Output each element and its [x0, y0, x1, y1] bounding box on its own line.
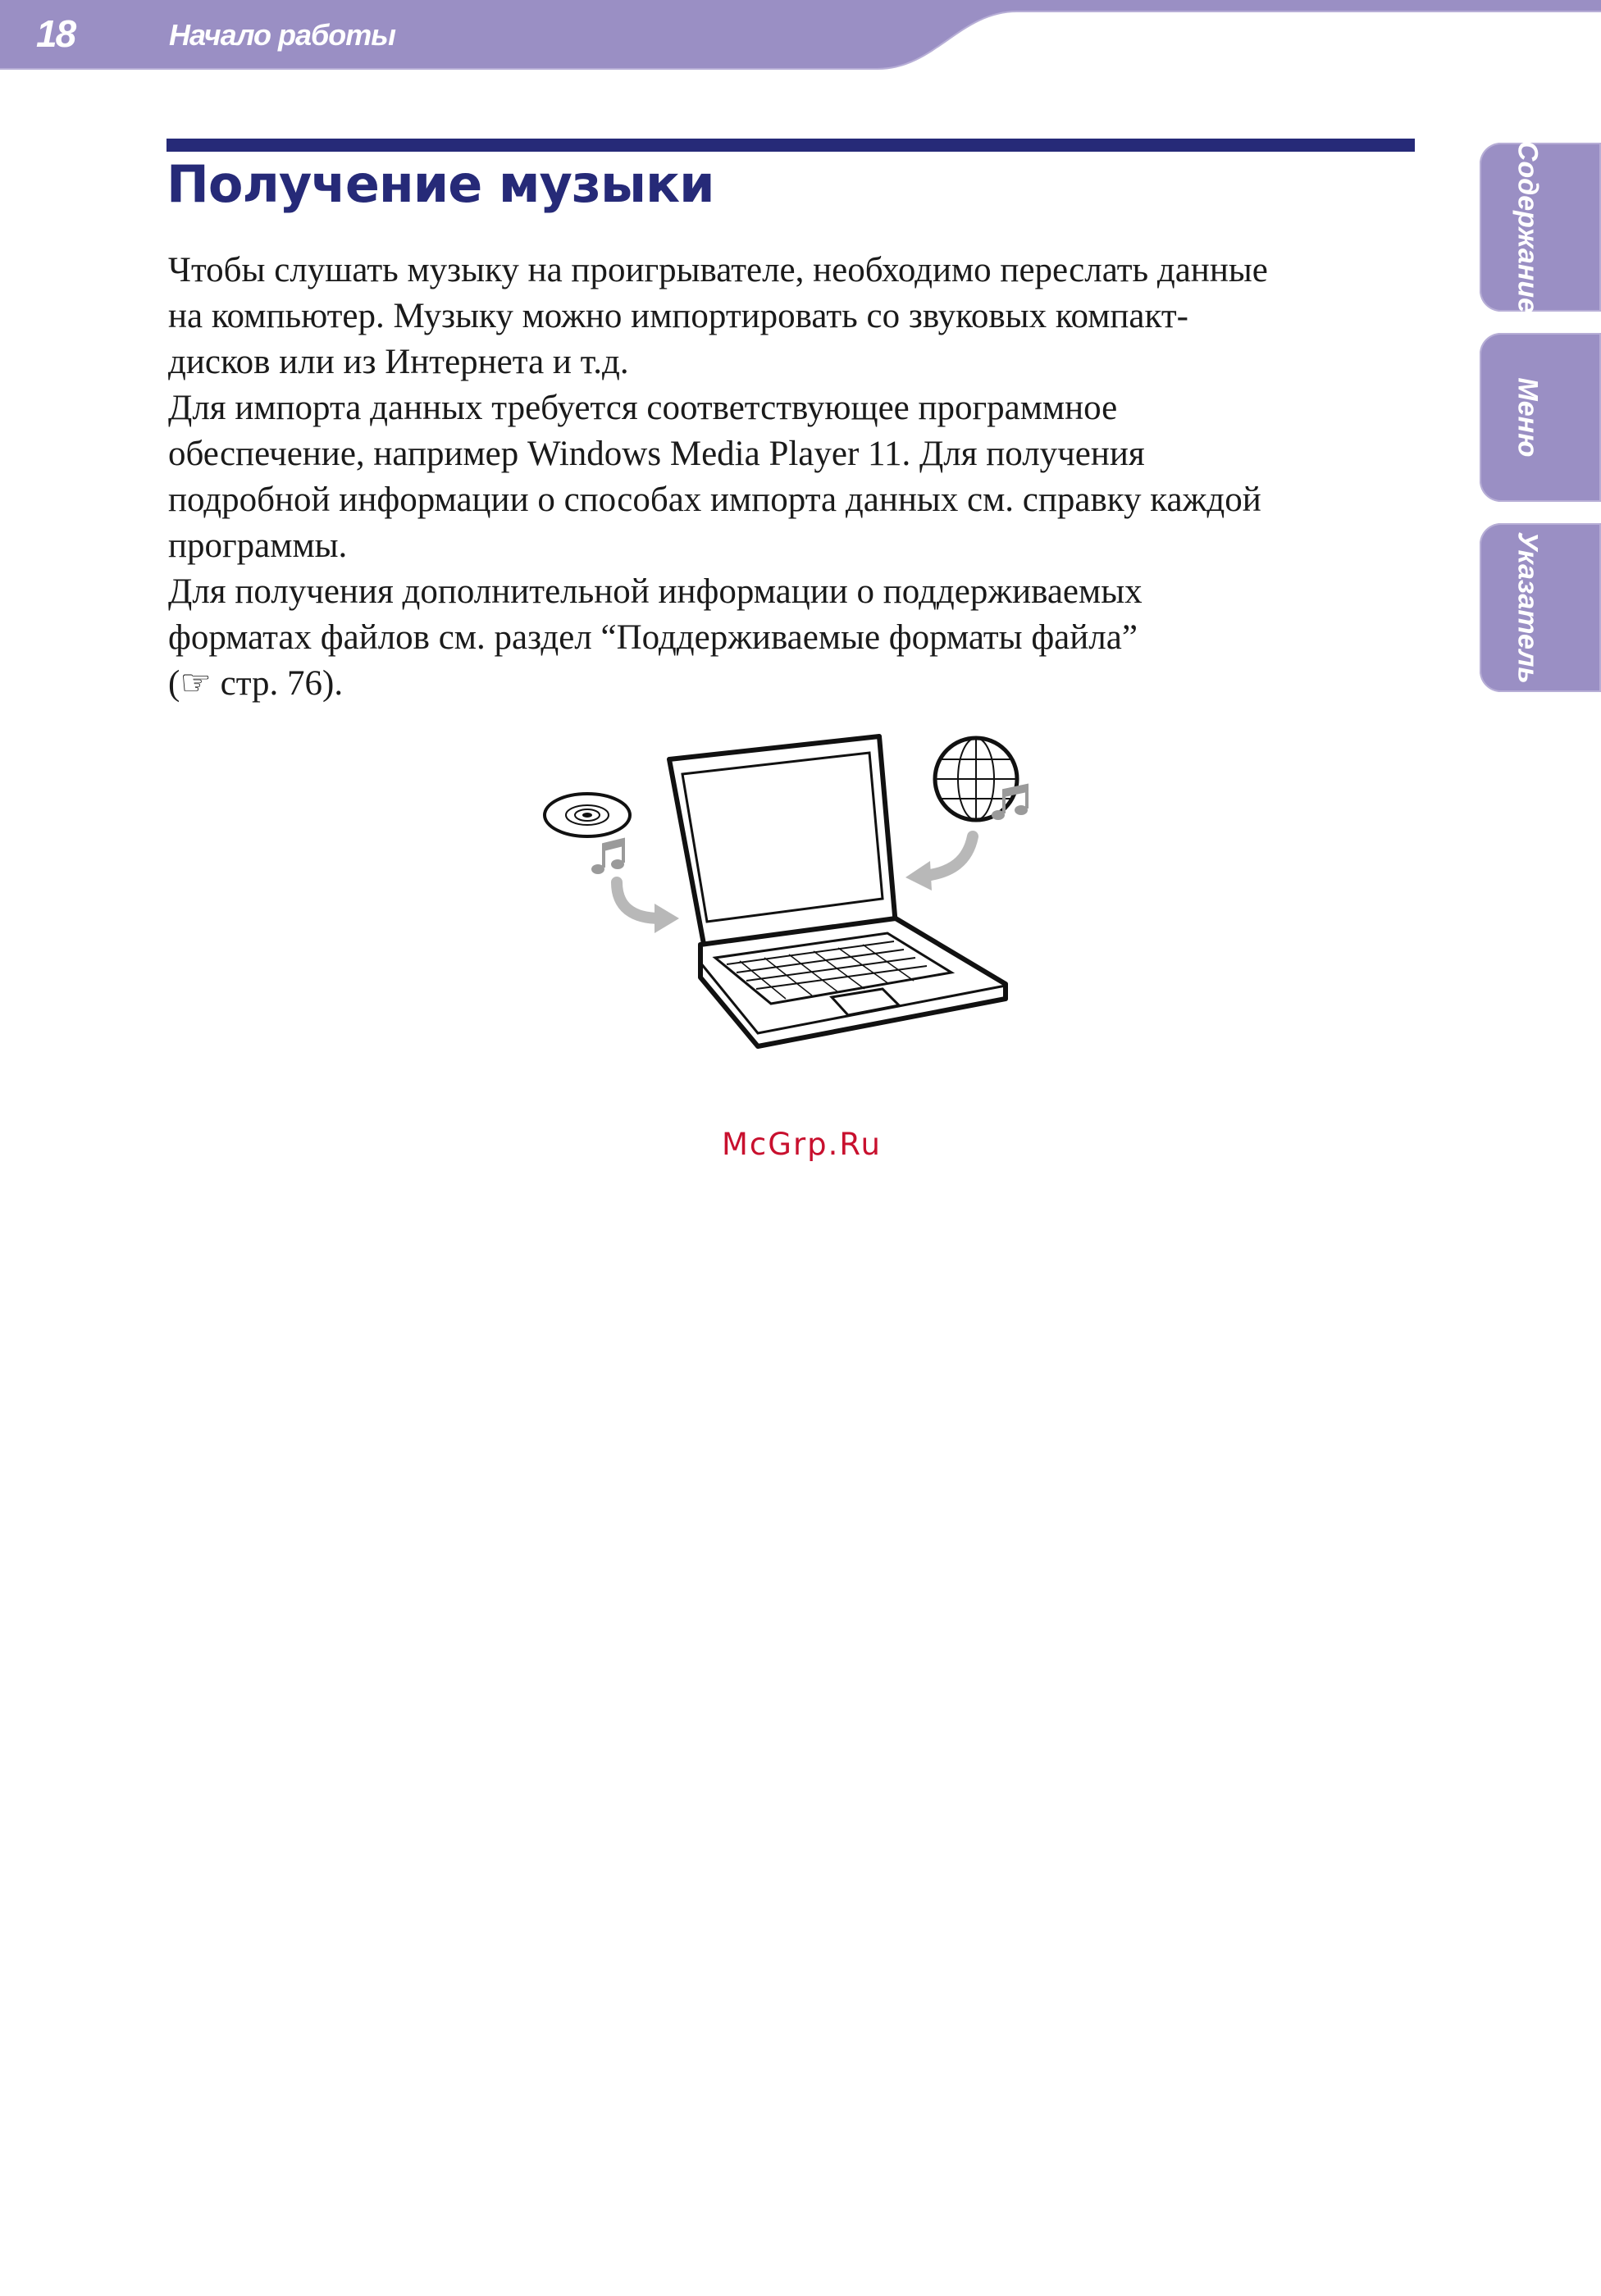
music-note-icon	[591, 840, 624, 874]
body-line: дисков или из Интернета и т.д.	[168, 343, 629, 381]
body-line: Для импорта данных требуется соответствующее программное	[168, 389, 1118, 427]
cd-icon	[545, 794, 630, 836]
body-line: на компьютер. Музыку можно импортировать со звуковых компакт-	[168, 297, 1188, 335]
tab-menu-label: Меню	[1512, 377, 1544, 458]
body-line: форматах файлов см. раздел “Поддерживаемые форматы файла”	[168, 618, 1138, 657]
import-illustration	[525, 722, 1033, 1066]
tab-menu[interactable]	[1480, 333, 1601, 502]
page-header	[0, 0, 1601, 74]
page-reference-link[interactable]: (☞ стр. 76).	[168, 664, 344, 703]
tab-index-label: Указатель	[1512, 531, 1544, 684]
body-line: Для получения дополнительной информации о поддерживаемых	[168, 572, 1143, 611]
arrow-icon	[617, 882, 679, 933]
page-number: 18	[36, 12, 75, 55]
heading-rule	[166, 139, 1415, 152]
tab-contents[interactable]	[1480, 140, 1601, 314]
body-line: Чтобы слушать музыку на проигрывателе, необходимо переслать данные	[168, 251, 1268, 289]
tab-index[interactable]	[1480, 523, 1601, 692]
body-text	[168, 248, 1431, 707]
body-line: программы.	[168, 526, 348, 565]
tab-contents-label: Содержание	[1512, 140, 1544, 314]
body-line: обеспечение, например Windows Media Player 11. Для получения	[168, 435, 1145, 473]
section-title: Начало работы	[169, 18, 396, 52]
watermark: McGrp.Ru	[722, 1127, 882, 1162]
arrow-icon	[905, 836, 973, 891]
body-line: подробной информации о способах импорта данных см. справку каждой	[168, 481, 1261, 519]
page-heading: Получение музыки	[166, 154, 714, 214]
